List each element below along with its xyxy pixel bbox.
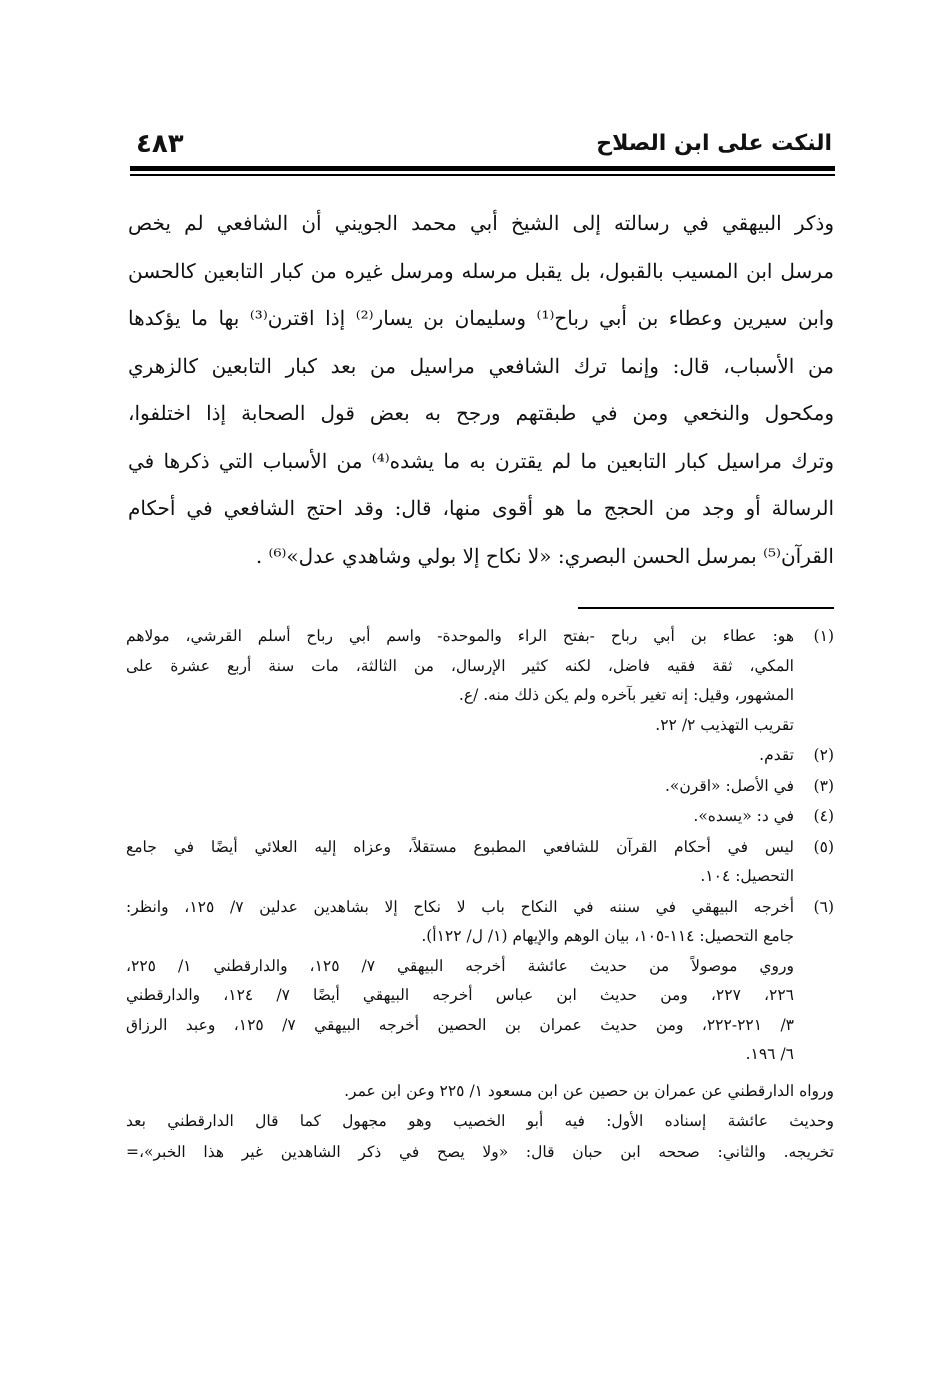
footnote-number: (١) — [813, 627, 834, 645]
footnote-number: (٦) — [813, 897, 834, 916]
footnote-line: في الأصل: «اقرن». — [665, 776, 794, 795]
footnote-line: ٣/ ٢٢١-٢٢٢، ومن حديث عمران بن الحصين أخرجه البيهقي ٧/ ١٢٥، وعبد الرزاق — [126, 1015, 794, 1034]
header-rule-thick — [130, 166, 835, 171]
main-text-line: وذكر البيهقي في رسالته إلى الشيخ أبي محمد الجويني أن الشافعي لم يخص — [128, 211, 834, 235]
footnote-2 — [126, 741, 834, 771]
footnote-line: تقريب التهذيب ٢/ ٢٢. — [655, 715, 794, 734]
main-text-line: من الأسباب، قال: وإنما ترك الشافعي مراسيل من بعد كبار التابعين كالزهري — [128, 353, 834, 378]
running-title: النكت على ابن الصلاح — [596, 131, 832, 156]
main-text-line: وترك مراسيل كبار التابعين ما لم يقترن به ما يشده⁽⁴⁾ من الأسباب التي ذكرها في — [128, 448, 834, 473]
footnote-line: أخرجه البيهقي في سننه في النكاح باب لا نكاح إلا بشاهدين عدلين ٧/ ١٢٥، وانظر: — [126, 897, 794, 916]
footnote-number: (٣) — [813, 776, 834, 795]
main-text-line: مرسل ابن المسيب بالقبول، بل يقبل مرسله ومرسل غيره من كبار التابعين كالحسن — [128, 258, 834, 283]
footnote-line: المشهور، وقيل: إنه تغير بآخره ولم يكن ذلك منه. /ع. — [458, 686, 794, 704]
footnote-line: التحصيل: ١٠٤. — [700, 867, 794, 885]
footnote-line: هو: عطاء بن أبي رباح -بفتح الراء والموحدة- واسم أبي رباح أسلم القرشي، مولاهم — [126, 627, 794, 645]
footnote-separator — [578, 607, 834, 609]
footnote-3 — [126, 772, 834, 802]
page-number: ٤٨٣ — [136, 129, 184, 159]
footnote-4 — [126, 802, 834, 832]
footnote-number: (٥) — [813, 837, 834, 856]
footnote-number: (٢) — [813, 746, 834, 764]
footnote-line: ٦/ ١٩٦. — [745, 1045, 794, 1063]
header-rule-thin — [130, 174, 835, 176]
footnote-line: ليس في أحكام القرآن للشافعي المطبوع مستقلاً، وعزاه إليه العلائي أيضًا في جامع — [126, 837, 794, 856]
footnote-continuation — [126, 1076, 834, 1168]
footnote-line: المكي، ثقة فقيه فاضل، لكنه كثير الإرسال، من الثالثة، مات سنة أربع عشرة على — [126, 656, 794, 675]
main-text-line: ومكحول والنخعي ومن في طبقتهم ورجح به بعض قول الصحابة إذا اختلفوا، — [128, 401, 834, 425]
footnote-line: ورواه الدارقطني عن عمران بن حصين عن ابن مسعود ١/ ٢٢٥ وعن ابن عمر. — [344, 1081, 834, 1100]
footnote-number: (٤) — [813, 807, 834, 825]
footnote-line: ٢٢٦، ٢٢٧، ومن حديث ابن عباس أخرجه البيهقي أيضًا ٧/ ١٢٤، والدارقطني — [126, 986, 794, 1004]
footnote-line: تقدم. — [759, 746, 794, 764]
main-text-line: الرسالة أو وجد من الحجج ما هو أقوى منها، قال: وقد احتج الشافعي في أحكام — [128, 496, 834, 520]
footnote-line: جامع التحصيل: ١١٤-١٠٥، بيان الوهم والإيهام (١/ ل/ ١٢٢أ). — [421, 927, 794, 945]
footnote-5 — [126, 833, 834, 892]
main-text — [128, 200, 834, 580]
main-text-line: القرآن⁽⁵⁾ بمرسل الحسن البصري: «لا نكاح إلا بولي وشاهدي عدل»⁽⁶⁾ . — [255, 543, 834, 568]
footnote-line: وحديث عائشة إسناده الأول: فيه أبو الخصيب وهو مجهول كما قال الدارقطني بعد — [126, 1112, 834, 1130]
main-text-line: وابن سيرين وعطاء بن أبي رباح⁽¹⁾ وسليمان بن يسار⁽²⁾ إذا اقترن⁽³⁾ بها ما يؤكدها — [128, 306, 834, 330]
footnotes — [126, 622, 834, 1167]
page-header — [130, 126, 832, 166]
footnote-line: في د: «يسده». — [693, 807, 794, 825]
footnote-line: تخريجه. والثاني: صححه ابن حبان قال: «ولا يصح في ذكر الشاهدين غير هذا الخبر»،= — [126, 1142, 834, 1161]
footnote-6 — [126, 893, 834, 1070]
footnote-1 — [126, 622, 834, 740]
footnote-line: وروي موصولاً من حديث عائشة أخرجه البيهقي ٧/ ١٢٥، والدارقطني ١/ ٢٢٥، — [126, 956, 794, 975]
